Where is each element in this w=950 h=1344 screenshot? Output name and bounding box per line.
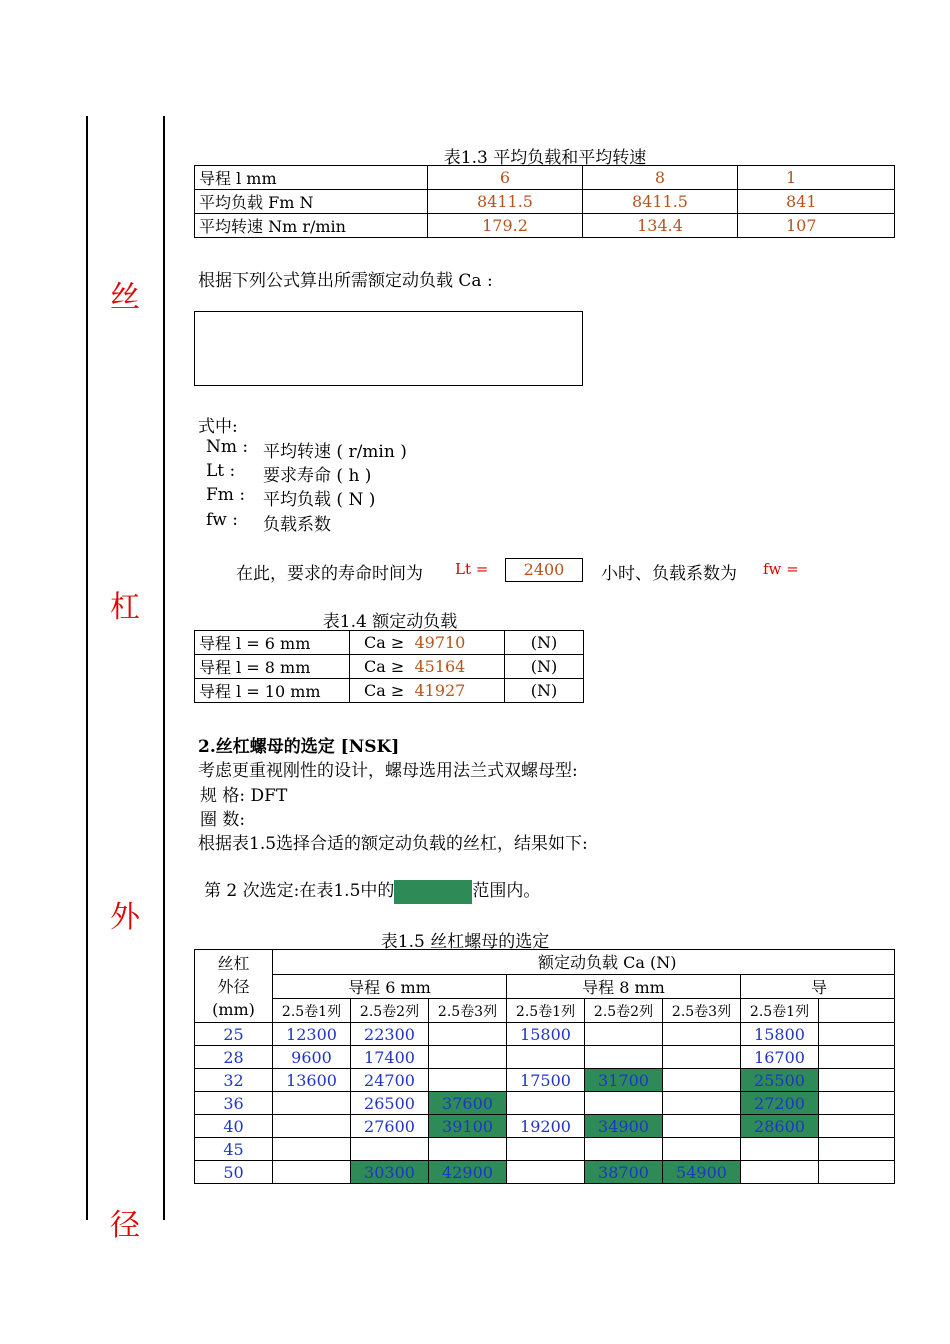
head-col-3: (mm) bbox=[212, 999, 255, 1019]
load-cell bbox=[663, 1092, 741, 1115]
table14-unit: (N) bbox=[505, 679, 584, 703]
diameter-cell: 45 bbox=[195, 1138, 273, 1161]
side-label-4: 径 bbox=[110, 1208, 140, 1243]
section2-line2: 根据表1.5选择合适的额定动负载的丝杠，结果如下: bbox=[198, 834, 588, 854]
table13-cell: 179.2 bbox=[428, 214, 583, 238]
table13-cell: 8 bbox=[583, 166, 738, 190]
select-prefix: 第 2 次选定:在表1.5中的 bbox=[204, 881, 395, 901]
def-sym: fw : bbox=[206, 510, 238, 530]
load-cell bbox=[273, 1161, 351, 1184]
table13-cell: 8411.5 bbox=[583, 190, 738, 214]
diameter-cell: 28 bbox=[195, 1046, 273, 1069]
load-cell bbox=[741, 1138, 819, 1161]
section2-heading: 2.丝杠螺母的选定 [NSK] bbox=[198, 737, 400, 757]
load-cell bbox=[429, 1046, 507, 1069]
load-cell bbox=[429, 1138, 507, 1161]
load-cell: 12300 bbox=[273, 1023, 351, 1046]
table13-cell: 107 bbox=[738, 214, 895, 238]
load-cell: 42900 bbox=[429, 1161, 507, 1184]
load-cell: 54900 bbox=[663, 1161, 741, 1184]
load-cell: 30300 bbox=[351, 1161, 429, 1184]
table-row bbox=[195, 1115, 895, 1138]
table-row bbox=[195, 1092, 895, 1115]
life-prefix: 在此，要求的寿命时间为 bbox=[236, 564, 423, 584]
table15 bbox=[194, 949, 895, 1184]
table-row bbox=[195, 166, 895, 190]
formula-intro: 根据下列公式算出所需额定动负载 Ca : bbox=[198, 271, 493, 291]
subhead: 2.5卷1列 bbox=[741, 999, 819, 1023]
ca-value: 45164 bbox=[414, 657, 466, 676]
left-margin-line-2 bbox=[163, 116, 165, 1220]
def-sym: Fm : bbox=[206, 485, 246, 505]
diameter-cell: 36 bbox=[195, 1092, 273, 1115]
table13-label: 平均转速 Nm r/min bbox=[195, 214, 428, 238]
table15-clip bbox=[194, 949, 828, 1197]
load-cell bbox=[507, 1138, 585, 1161]
load-cell bbox=[663, 1069, 741, 1092]
table-row bbox=[195, 999, 895, 1023]
load-cell: 28600 bbox=[741, 1115, 819, 1138]
table13-caption: 表1.3 平均负载和平均转速 bbox=[443, 148, 647, 168]
ca-label: Ca ≥ bbox=[364, 633, 405, 652]
diameter-cell: 32 bbox=[195, 1069, 273, 1092]
subhead: 2.5卷2列 bbox=[351, 999, 429, 1023]
table-row bbox=[195, 974, 895, 999]
side-label-3: 外 bbox=[110, 900, 140, 935]
load-cell: 16700 bbox=[741, 1046, 819, 1069]
load-cell bbox=[507, 1092, 585, 1115]
table15-rated-head: 额定动负载 Ca (N) bbox=[273, 950, 895, 975]
ca-value: 41927 bbox=[414, 681, 466, 700]
table13-cell: 8411.5 bbox=[428, 190, 583, 214]
formula-box bbox=[194, 311, 583, 386]
subhead: 2.5卷3列 bbox=[663, 999, 741, 1023]
load-cell bbox=[819, 1046, 895, 1069]
load-cell bbox=[429, 1023, 507, 1046]
load-cell bbox=[585, 1023, 663, 1046]
load-cell: 17500 bbox=[507, 1069, 585, 1092]
life-middle: 小时、负载系数为 bbox=[601, 564, 737, 584]
ca-label: Ca ≥ bbox=[364, 681, 405, 700]
load-cell bbox=[585, 1046, 663, 1069]
load-cell bbox=[819, 1161, 895, 1184]
group-head: 导 bbox=[741, 974, 895, 999]
head-col-1: 丝杠 bbox=[217, 953, 250, 973]
table14-ca bbox=[350, 679, 505, 703]
load-cell bbox=[819, 1069, 895, 1092]
load-cell bbox=[663, 1138, 741, 1161]
subhead bbox=[819, 999, 895, 1023]
table13-cell: 6 bbox=[428, 166, 583, 190]
def-desc: 负载系数 bbox=[263, 515, 331, 535]
table14-caption: 表1.4 额定动负载 bbox=[322, 612, 458, 632]
load-cell bbox=[819, 1138, 895, 1161]
load-cell: 25500 bbox=[741, 1069, 819, 1092]
load-cell bbox=[507, 1046, 585, 1069]
select-suffix: 范围内。 bbox=[472, 881, 541, 901]
load-cell: 27200 bbox=[741, 1092, 819, 1115]
diameter-cell: 40 bbox=[195, 1115, 273, 1138]
table14-lead: 导程 l = 8 mm bbox=[195, 655, 350, 679]
section2-turns: 圈 数: bbox=[200, 810, 246, 830]
lt-symbol: Lt = bbox=[455, 560, 489, 578]
ca-value: 49710 bbox=[414, 633, 466, 652]
load-cell bbox=[585, 1138, 663, 1161]
load-cell: 31700 bbox=[585, 1069, 663, 1092]
group-head: 导程 6 mm bbox=[273, 974, 507, 999]
load-cell: 17400 bbox=[351, 1046, 429, 1069]
load-cell: 15800 bbox=[741, 1023, 819, 1046]
load-cell: 34900 bbox=[585, 1115, 663, 1138]
load-cell: 19200 bbox=[507, 1115, 585, 1138]
table15-corner bbox=[195, 950, 273, 1023]
load-cell bbox=[507, 1161, 585, 1184]
def-desc: 平均转速 ( r/min ) bbox=[263, 442, 407, 462]
table14-ca bbox=[350, 631, 505, 655]
load-cell: 37600 bbox=[429, 1092, 507, 1115]
load-cell bbox=[819, 1115, 895, 1138]
table13-cell: 841 bbox=[738, 190, 895, 214]
table13 bbox=[194, 165, 895, 238]
table-row bbox=[195, 1046, 895, 1069]
load-cell bbox=[741, 1161, 819, 1184]
load-cell: 9600 bbox=[273, 1046, 351, 1069]
load-cell: 38700 bbox=[585, 1161, 663, 1184]
diameter-cell: 25 bbox=[195, 1023, 273, 1046]
table-row bbox=[195, 1138, 895, 1161]
fw-symbol: fw = bbox=[763, 560, 799, 578]
table14 bbox=[194, 630, 584, 703]
subhead: 2.5卷2列 bbox=[585, 999, 663, 1023]
section2-line1: 考虑更重视刚性的设计，螺母选用法兰式双螺母型: bbox=[198, 761, 578, 781]
table15-body bbox=[195, 1023, 895, 1184]
load-cell: 13600 bbox=[273, 1069, 351, 1092]
load-cell: 26500 bbox=[351, 1092, 429, 1115]
table-row bbox=[195, 655, 584, 679]
table-row bbox=[195, 1161, 895, 1184]
table-row bbox=[195, 679, 584, 703]
load-cell bbox=[351, 1138, 429, 1161]
table14-ca bbox=[350, 655, 505, 679]
load-cell: 24700 bbox=[351, 1069, 429, 1092]
subhead: 2.5卷1列 bbox=[273, 999, 351, 1023]
load-cell bbox=[819, 1092, 895, 1115]
section2-spec: 规 格: DFT bbox=[200, 786, 288, 806]
table14-lead: 导程 l = 6 mm bbox=[195, 631, 350, 655]
table13-clip bbox=[194, 165, 817, 240]
load-cell: 22300 bbox=[351, 1023, 429, 1046]
load-cell bbox=[663, 1023, 741, 1046]
table15-caption: 表1.5 丝杠螺母的选定 bbox=[380, 932, 550, 952]
load-cell bbox=[273, 1138, 351, 1161]
subhead: 2.5卷1列 bbox=[507, 999, 585, 1023]
side-label-2: 杠 bbox=[110, 590, 140, 625]
left-margin-line bbox=[86, 116, 88, 1220]
load-cell bbox=[663, 1046, 741, 1069]
def-sym: Lt : bbox=[206, 461, 236, 481]
subhead: 2.5卷3列 bbox=[429, 999, 507, 1023]
table14-unit: (N) bbox=[505, 631, 584, 655]
table13-label: 导程 l mm bbox=[195, 166, 428, 190]
load-cell bbox=[663, 1115, 741, 1138]
load-cell bbox=[429, 1069, 507, 1092]
table14-lead: 导程 l = 10 mm bbox=[195, 679, 350, 703]
table-row bbox=[195, 214, 895, 238]
diameter-cell: 50 bbox=[195, 1161, 273, 1184]
load-cell bbox=[273, 1092, 351, 1115]
def-desc: 要求寿命 ( h ) bbox=[263, 466, 372, 486]
table14-unit: (N) bbox=[505, 655, 584, 679]
table13-label: 平均负载 Fm N bbox=[195, 190, 428, 214]
def-sym: Nm : bbox=[206, 437, 249, 457]
ca-label: Ca ≥ bbox=[364, 657, 405, 676]
where-title: 式中: bbox=[198, 417, 238, 437]
table-row bbox=[195, 190, 895, 214]
side-label-1: 丝 bbox=[110, 280, 140, 315]
lt-value: 2400 bbox=[505, 558, 583, 582]
load-cell bbox=[273, 1115, 351, 1138]
load-cell: 15800 bbox=[507, 1023, 585, 1046]
table13-cell: 1 bbox=[738, 166, 895, 190]
table-row bbox=[195, 1069, 895, 1092]
load-cell bbox=[819, 1023, 895, 1046]
def-desc: 平均负载 ( N ) bbox=[263, 490, 376, 510]
section2-select bbox=[204, 876, 540, 904]
table13-cell: 134.4 bbox=[583, 214, 738, 238]
table-row bbox=[195, 631, 584, 655]
load-cell: 39100 bbox=[429, 1115, 507, 1138]
load-cell bbox=[585, 1092, 663, 1115]
table-row bbox=[195, 950, 895, 975]
green-marker bbox=[394, 880, 472, 904]
head-col-2: 外径 bbox=[217, 976, 250, 996]
group-head: 导程 8 mm bbox=[507, 974, 741, 999]
table-row bbox=[195, 1023, 895, 1046]
load-cell: 27600 bbox=[351, 1115, 429, 1138]
